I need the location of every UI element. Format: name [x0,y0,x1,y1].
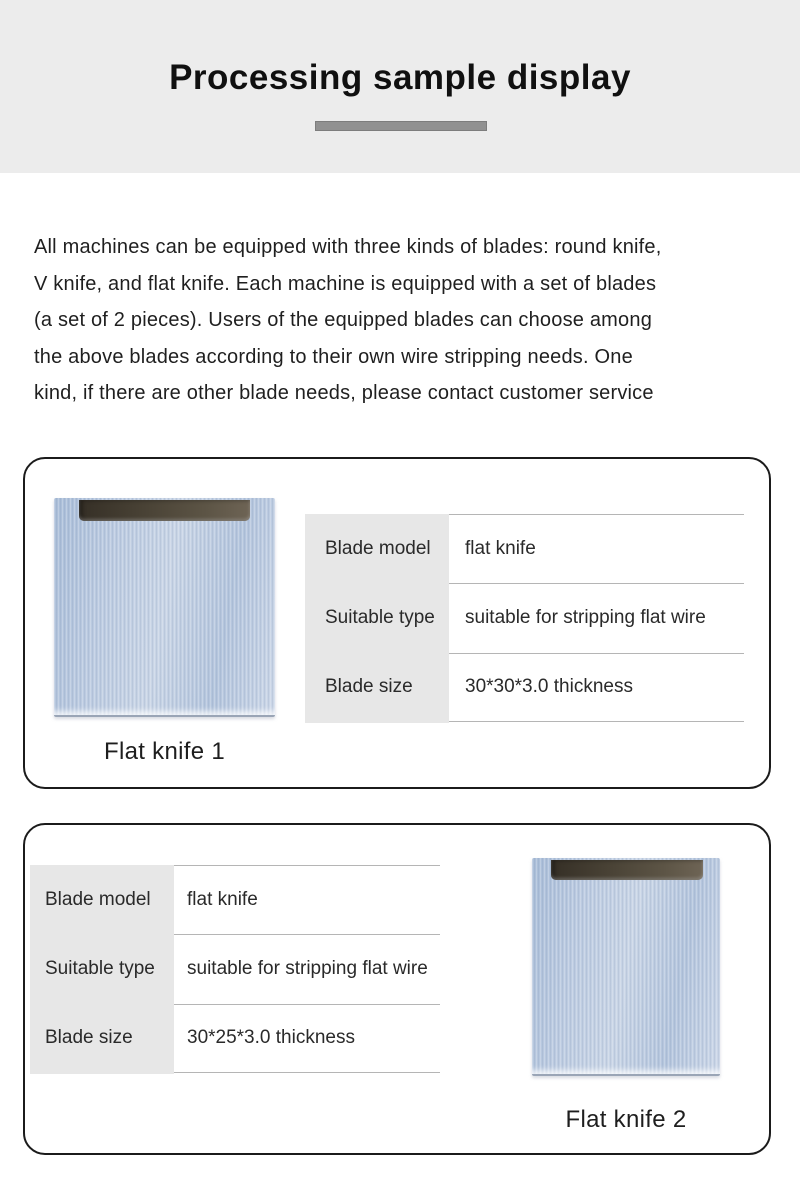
photo-caption: Flat knife 1 [104,738,225,765]
page-title: Processing sample display [169,58,631,97]
product-card-flat-knife-2 [23,823,771,1155]
intro-paragraph [34,229,774,412]
intro-line: All machines can be equipped with three kinds of blades: round knife, [34,236,662,258]
spec-value: suitable for stripping flat wire [174,934,440,1003]
spec-label: Blade size [30,1004,174,1073]
spec-label: Suitable type [305,583,449,652]
product-card-flat-knife-1 [23,457,771,789]
blade-slot [551,860,703,880]
spec-label: Suitable type [30,934,174,1003]
blade-slot [79,500,250,521]
intro-line: the above blades according to their own wire stripping needs. One [34,345,633,368]
spec-value: flat knife [449,514,744,583]
spec-table [30,865,440,1073]
spec-value: 30*30*3.0 thickness [449,653,744,722]
spec-label: Blade model [305,514,449,583]
blade-photo [54,498,275,717]
intro-line: (a set of 2 pieces). Users of the equipped blades can choose among [34,309,653,331]
spec-value: suitable for stripping flat wire [449,583,744,652]
intro-line: kind, if there are other blade needs, please contact customer service [34,382,654,404]
blade-photo [532,858,720,1076]
spec-table [305,514,744,722]
photo-caption: Flat knife 2 [565,1106,687,1133]
page-header [0,0,800,173]
title-underline-bar [315,121,487,131]
spec-label: Blade size [305,653,449,722]
intro-line: V knife, and flat knife. Each machine is equipped with a set of blades [34,272,657,295]
spec-value: 30*25*3.0 thickness [174,1004,440,1073]
spec-value: flat knife [174,865,440,934]
spec-label: Blade model [30,865,174,934]
